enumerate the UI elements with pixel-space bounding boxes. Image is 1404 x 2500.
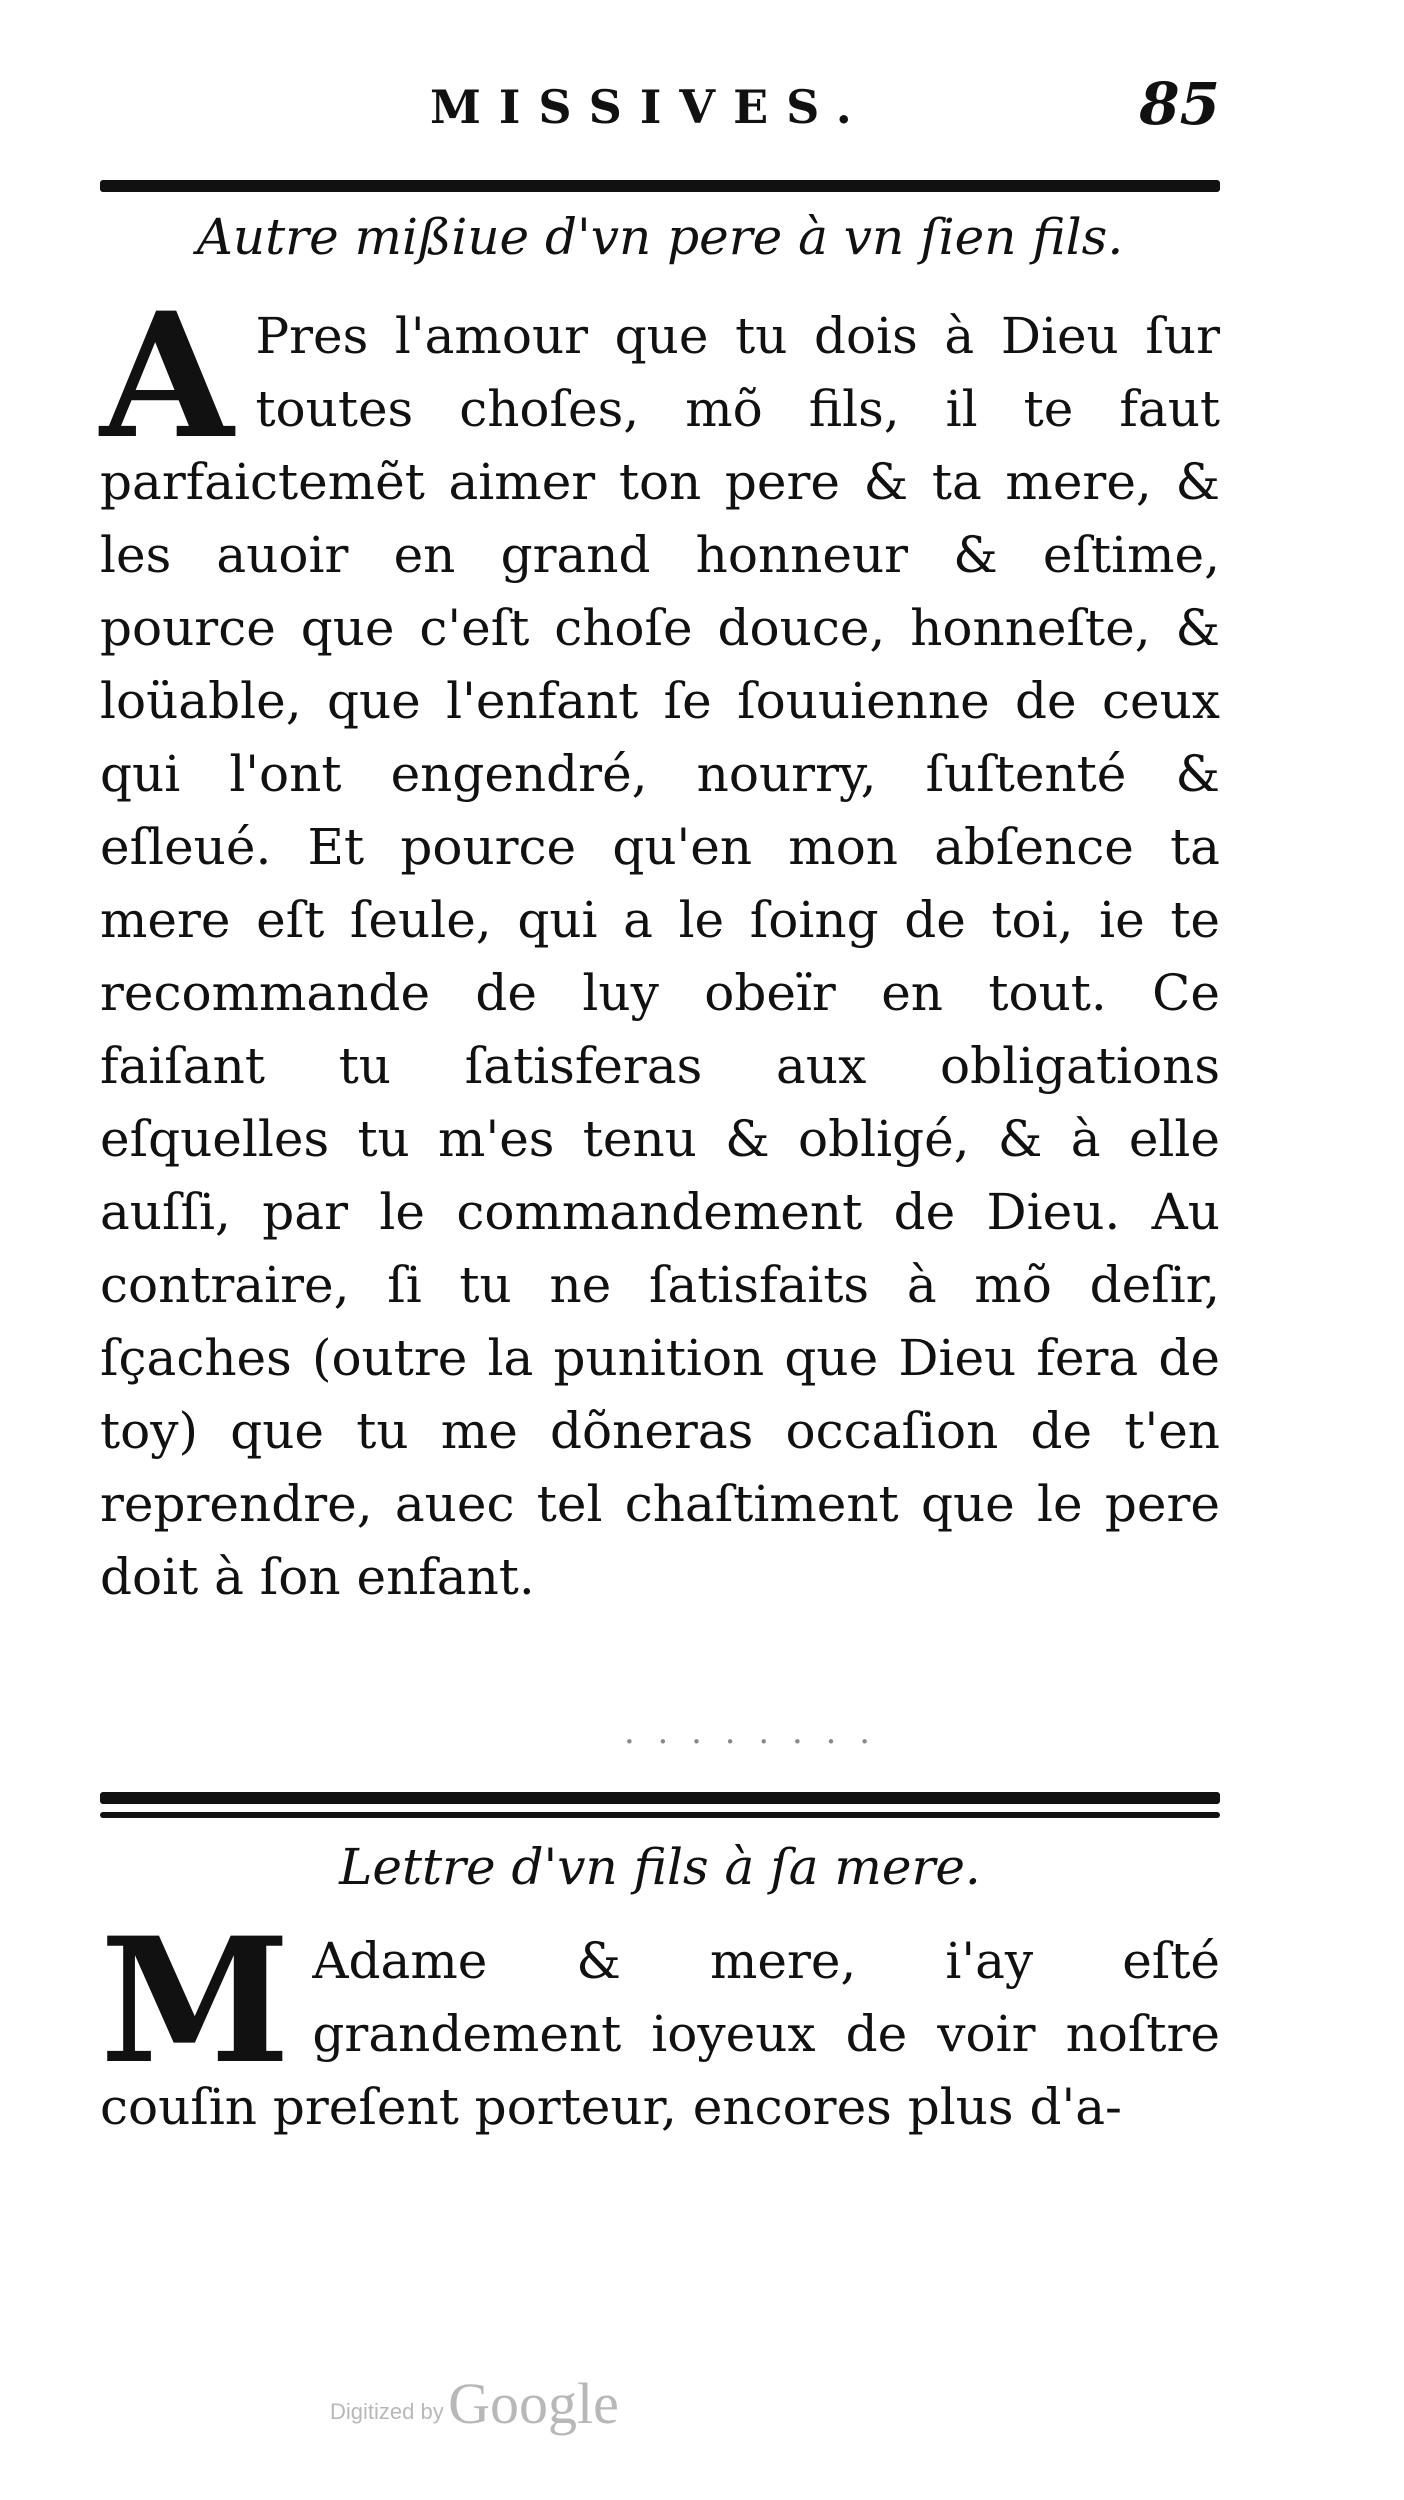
header-rule bbox=[100, 180, 1220, 192]
letter-1-title: Autre mißiue d'vn pere à vn ſien fils. bbox=[196, 208, 1124, 266]
page-number: 85 bbox=[1139, 70, 1220, 138]
digitized-by-google-watermark: Digitized by Google bbox=[330, 2371, 619, 2436]
letter-1-body: Pres l'amour que tu dois à Dieu ſur toutes choſes, mõ fils, il te faut parfaictemẽt aimer ton pere & ta mere, & les auoir en grand honneur & eſtime, pource que c'eſt choſe douce, honneſte, & loüable, que l'enfant ſe ſouuienne de ceux qui l'ont engendré, nourry, ſuſtenté & eſleué. Et pource qu'en mon abſence ta mere eſt ſeule, qui a le ſoing de toi, ie te recommande de luy obeïr en tout. Ce faiſant tu ſatisferas aux obligations eſquelles tu m'es tenu & obligé, & à elle auſſi, par le commandement de Dieu. Au contraire, ſi tu ne ſatisfaits à mõ deſir, ſçaches (outre la punition que Dieu fera de toy) que tu me dõneras occaſion de t'en reprendre, auec tel chaſtiment que le pere doit à ſon enfant. bbox=[100, 307, 1220, 1606]
running-head bbox=[100, 70, 1220, 150]
letter-2-title: Lettre d'vn fils à ſa mere. bbox=[339, 1838, 981, 1896]
running-title: MISSIVES. bbox=[430, 80, 870, 134]
drop-cap: M bbox=[100, 1899, 291, 2102]
letter-2 bbox=[100, 1899, 1220, 2144]
letter-2-body: Adame & mere, i'ay eſté grandement ioyeux de voir noſtre couſin preſent porteur, encores plus d'a- bbox=[100, 1932, 1220, 2136]
drop-cap: A bbox=[100, 274, 234, 477]
show-through-text: · · · · · · · · bbox=[623, 1722, 877, 1762]
section-rule-thin bbox=[100, 1812, 1220, 1818]
section-rule bbox=[100, 1792, 1220, 1804]
letter-1 bbox=[100, 274, 1220, 1614]
